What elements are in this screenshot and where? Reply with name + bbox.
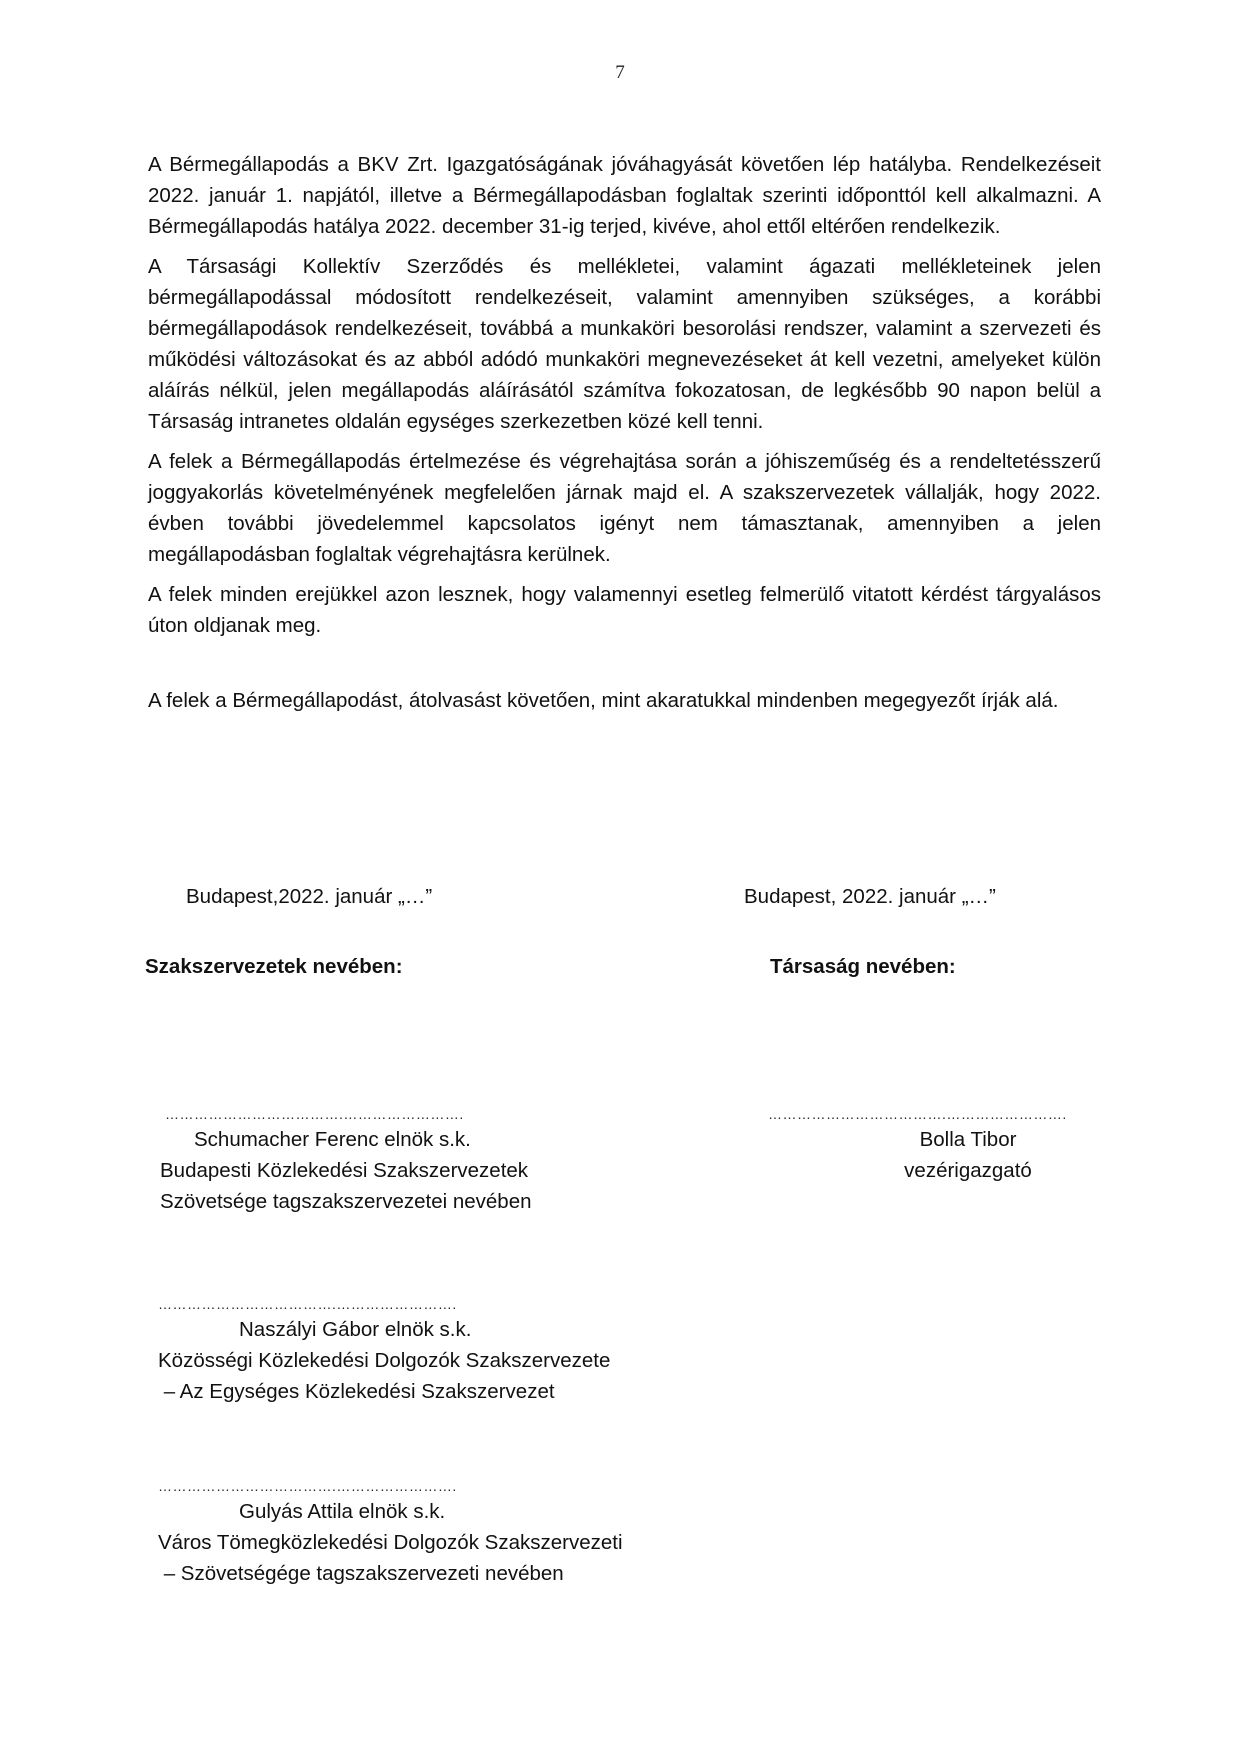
signatory-org: Budapesti Közlekedési Szakszervezetek: [160, 1159, 529, 1182]
page-number: 7: [615, 62, 625, 83]
signature-line: ……………………………….…………………….: [158, 1296, 457, 1312]
signatory-name: Schumacher Ferenc elnök s.k.: [194, 1128, 471, 1151]
signature-block-union-3: [158, 1476, 718, 1589]
signatory-org: Szövetsége tagszakszervezetei nevében: [160, 1190, 532, 1213]
heading-company: Társaság nevében:: [770, 955, 956, 978]
document-body: [148, 149, 1101, 725]
paragraph-signing-statement: A felek a Bérmegállapodást, átolvasást követően, mint akaratukkal mindenben megegyezőt írják alá.: [148, 689, 1059, 712]
signature-block-union-1: [160, 1104, 580, 1217]
signature-block-company: [768, 1104, 1168, 1186]
signatory-org: Közösségi Közlekedési Dolgozók Szakszervezete: [158, 1349, 611, 1372]
signatory-name: Naszályi Gábor elnök s.k.: [239, 1318, 472, 1341]
paragraph-disputes: A felek minden erejükkel azon lesznek, hogy valamennyi esetleg felmerülő vitatott kérdést tárgyalásos úton oldjanak meg.: [148, 583, 1101, 637]
signatory-name: Bolla Tibor: [919, 1128, 1017, 1151]
signature-line: ……………………………….…………………….: [158, 1478, 457, 1494]
signatory-name: Gulyás Attila elnök s.k.: [239, 1500, 446, 1523]
date-right: Budapest, 2022. január „…”: [744, 885, 996, 908]
signatory-org: – Szövetségége tagszakszervezeti nevében: [158, 1562, 564, 1585]
signatory-title: vezérigazgató: [904, 1159, 1032, 1182]
signature-line: ……………………………….…………………….: [165, 1106, 464, 1122]
paragraph-good-faith: A felek a Bérmegállapodás értelmezése és végrehajtása során a jóhiszeműség és a rendeltetésszerű joggyakorlás követelményének megfelelően járnak majd el. A szakszervezetek vállalják, hogy 2022. évben további jövedelemmel kapcsolatos igényt nem támasztanak, amennyiben a jelen megállapodásban foglaltak végrehajtásra kerülnek.: [148, 450, 1101, 566]
signature-block-union-2: [158, 1294, 718, 1407]
signatory-org: Város Tömegközlekedési Dolgozók Szakszervezeti: [158, 1531, 623, 1554]
paragraph-amendments: A Társasági Kollektív Szerződés és mellékletei, valamint ágazati mellékleteinek jelen bérmegállapodással módosított rendelkezéseit, valamint amennyiben szükséges, a korábbi bérmegállapodások rendelkezéseit, továbbá a munkaköri besorolási rendszer, valamint a szervezeti és működési változásokat és az abból adódó munkaköri megnevezéseket át kell vezetni, amelyeket külön aláírás nélkül, jelen megállapodás aláírásától számítva fokozatosan, de legkésőbb 90 napon belül a Társaság intranetes oldalán egységes szerkezetben közé kell tenni.: [148, 255, 1101, 433]
signature-line: ……………………………….…………………….: [768, 1106, 1067, 1122]
heading-unions: Szakszervezetek nevében:: [145, 955, 403, 978]
paragraph-effective-date: A Bérmegállapodás a BKV Zrt. Igazgatóságának jóváhagyását követően lép hatályba. Rendelkezéseit 2022. január 1. napjától, illetve a Bérmegállapodásban foglaltak szerinti időponttól kell alkalmazni. A Bérmegállapodás hatálya 2022. december 31-ig terjed, kivéve, ahol ettől eltérően rendelkezik.: [148, 153, 1101, 238]
signatory-org: – Az Egységes Közlekedési Szakszervezet: [158, 1380, 555, 1403]
date-left: Budapest,2022. január „…”: [186, 885, 433, 908]
